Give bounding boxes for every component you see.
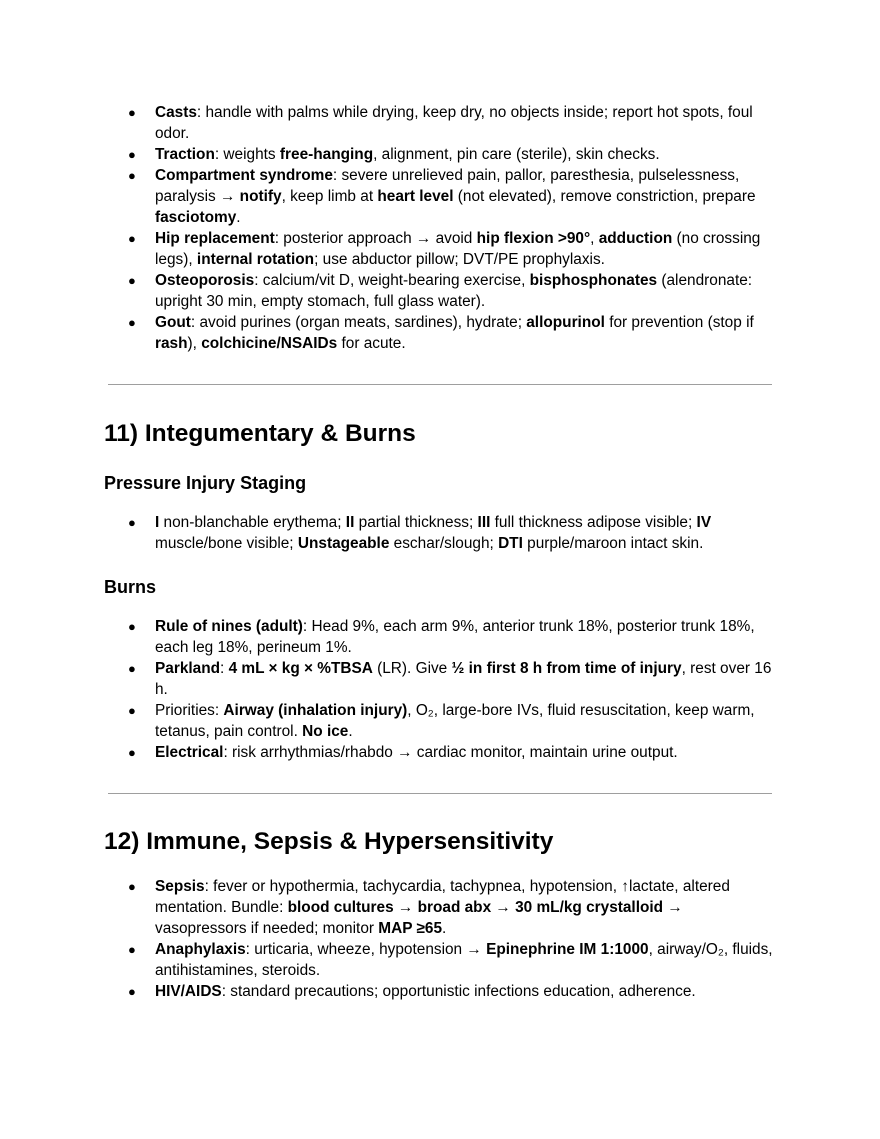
bold-text: Rule of nines (adult) [155,618,303,635]
bold-text: MAP ≥65 [378,920,443,937]
list-item: ● Electrical: risk arrhythmias/rhabdo → cardiac monitor, maintain urine output. [128,744,678,761]
list-item: ● Gout: avoid purines (organ meats, sardines), hydrate; allopurinol for prevention (stop if rash), colchicine/NSAIDs for acute. [128,314,754,352]
bold-text: Anaphylaxis [155,941,246,958]
bold-text: ½ in first 8 h from time of injury [451,660,682,677]
bold-text: fasciotomy [155,209,237,226]
bold-text: free‑hanging [279,146,374,163]
bold-text: rash [155,335,188,352]
bold-text: Electrical [155,744,224,761]
bold-text: Parkland [155,660,221,677]
bullet-icon: ● [128,619,136,634]
list-item: ● Priorities: Airway (inhalation injury), O₂, large‑bore IVs, fluid resuscitation, keep warm, tetanus, pain control. No ice. [128,702,755,740]
bold-text: bisphosphonates [529,272,658,289]
list-item: ● Sepsis: fever or hypothermia, tachycardia, tachypnea, hypotension, ↑lactate, altered mentation. Bundle: blood cultures → broad abx → 30 mL/kg crystalloid → vasopressors if needed; monitor MAP ≥65. [128,878,730,937]
bold-text: DTI [498,535,523,552]
bullet-icon: ● [128,879,136,894]
list-item: ● Osteoporosis: calcium/vit D, weight‑bearing exercise, bisphosphonates (alendronate: upright 30 min, empty stomach, full glass water). [128,272,753,310]
bold-text: hip flexion >90° [476,230,591,247]
bold-text: Osteoporosis [155,272,255,289]
bullet-icon: ● [128,942,136,957]
list-item: ● HIV/AIDS: standard precautions; opportunistic infections education, adherence. [128,983,696,1000]
bold-text: HIV/AIDS [155,983,222,1000]
list-item: ● I non‑blanchable erythema; II partial thickness; III full thickness adipose visible; IV muscle/bone visible; Unstageable eschar/slough; DTI purple/maroon intact skin. [128,514,712,552]
list-item: ● Compartment syndrome: severe unrelieved pain, pallor, paresthesia, pulselessness, paralysis → notify, keep limb at heart level (not elevated), remove constriction, prepare fasciotomy. [128,167,756,226]
bold-text: blood cultures → broad abx → 30 mL/kg crystalloid → [287,899,683,916]
bold-text: heart level [377,188,454,205]
list-item: ● Traction: weights free‑hanging, alignment, pin care (sterile), skin checks. [128,146,660,163]
list-item: ● Hip replacement: posterior approach → avoid hip flexion >90°, adduction (no crossing legs), internal rotation; use abductor pillow; DVT/PE prophylaxis. [128,230,761,268]
pressure-injury-heading: Pressure Injury Staging [104,473,307,493]
immune-sepsis-list [104,876,774,1002]
bold-text: Epinephrine IM 1:1000 [486,941,649,958]
bullet-icon: ● [128,515,136,530]
list-item: ● Rule of nines (adult): Head 9%, each arm 9%, anterior trunk 18%, posterior trunk 18%, each leg 18%, perineum 1%. [128,618,755,656]
list-item: ● Anaphylaxis: urticaria, wheeze, hypotension → Epinephrine IM 1:1000, airway/O₂, fluids, antihistamines, steroids. [128,941,773,979]
bullet-icon: ● [128,703,136,718]
bold-text: allopurinol [526,314,605,331]
bold-text: I [155,514,160,531]
bold-text: Compartment syndrome [155,167,333,184]
list-item: ● Casts: handle with palms while drying, keep dry, no objects inside; report hot spots, foul odor. [128,104,753,142]
bold-text: internal rotation [196,251,315,268]
bold-text: adduction [598,230,673,247]
bold-text: No ice [302,723,349,740]
divider [108,793,772,794]
bold-text: Gout [155,314,191,331]
section-11-title: 11) Integumentary & Burns [104,420,416,447]
bold-text: III [477,514,491,531]
bold-text: Casts [155,104,197,121]
burns-heading: Burns [104,577,157,597]
bold-text: 4 mL × kg × %TBSA [228,660,373,677]
bold-text: IV [696,514,712,531]
divider [108,384,772,385]
bold-text: Airway (inhalation injury) [223,702,408,719]
bullet-icon: ● [128,105,136,120]
section-12-title: 12) Immune, Sepsis & Hypersensitivity [104,828,554,855]
bullet-icon: ● [128,984,136,999]
bold-text: Sepsis [155,878,205,895]
bullet-icon: ● [128,231,136,246]
pressure-injury-list [104,512,774,554]
list-item: ● Parkland: 4 mL × kg × %TBSA (LR). Give ½ in first 8 h from time of injury, rest over 16 h. [128,660,772,698]
bullet-icon: ● [128,273,136,288]
bullet-icon: ● [128,168,136,183]
bold-text: Unstageable [297,535,390,552]
bold-text: Traction [155,146,215,163]
bold-text: II [345,514,355,531]
bullet-icon: ● [128,661,136,676]
musculoskeletal-list [104,102,774,354]
bold-text: colchicine/NSAIDs [201,335,338,352]
bullet-icon: ● [128,315,136,330]
bold-text: notify [239,188,282,205]
bold-text: Hip replacement [155,230,275,247]
bullet-icon: ● [128,147,136,162]
burns-list [104,616,774,763]
bullet-icon: ● [128,745,136,760]
